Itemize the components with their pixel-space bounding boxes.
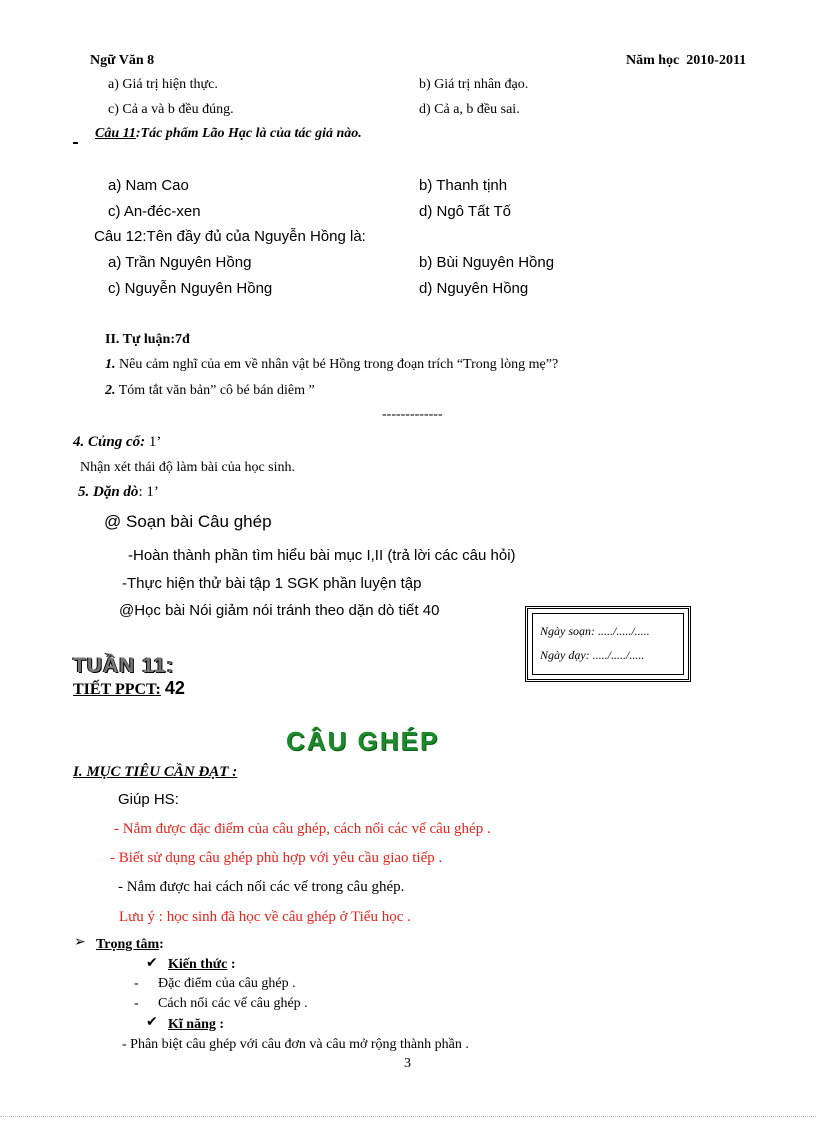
essay-question-1 bbox=[105, 357, 558, 373]
q12-option-c: c) Nguyễn Nguyên Hồng bbox=[108, 280, 273, 297]
q11-option-a: a) Nam Cao bbox=[108, 177, 189, 194]
header-year-label: Năm học bbox=[626, 53, 680, 68]
header-subject: Ngữ Văn 8 bbox=[90, 53, 155, 68]
cung-co-line bbox=[73, 434, 161, 451]
knowledge-item-2: Cách nối các vế câu ghép . bbox=[158, 996, 308, 1011]
q11-text: :Tác phẩm Lão Hạc là của tác giả nào. bbox=[135, 126, 362, 141]
essay-q1-number: 1. bbox=[105, 357, 116, 372]
focus-heading-label: Trọng tâm bbox=[96, 937, 160, 952]
dan-do-task-2: -Thực hiện thử bài tập 1 SGK phần luyện tập bbox=[122, 575, 422, 592]
dan-do-time: : 1’ bbox=[138, 484, 159, 500]
q11-option-c: c) An-đéc-xen bbox=[108, 203, 201, 220]
bullet-mark bbox=[73, 142, 78, 144]
skills-item-1: - Phân biệt câu ghép với câu đơn và câu mở rộng thành phần . bbox=[122, 1037, 469, 1052]
date-prepared: Ngày soạn: ...../...../..... bbox=[540, 624, 650, 638]
focus-heading-colon: : bbox=[159, 937, 164, 952]
page-number: 3 bbox=[404, 1056, 411, 1071]
period-number: 42 bbox=[164, 678, 185, 698]
date-box bbox=[525, 606, 691, 682]
q11-label: Câu 11 bbox=[95, 126, 136, 141]
q10-option-d: d) Cả a, b đều sai. bbox=[419, 102, 520, 117]
essay-q2-text: Tóm tắt văn bản” cô bé bán diêm ” bbox=[115, 383, 315, 398]
arrow-bullet-icon: ➢ bbox=[74, 935, 86, 950]
q11-option-b: b) Thanh tịnh bbox=[419, 177, 508, 194]
q12-option-d: d) Nguyên Hồng bbox=[419, 280, 529, 297]
q12-question: Câu 12:Tên đầy đủ của Nguyễn Hồng là: bbox=[94, 228, 366, 245]
q10-option-c: c) Cả a và b đều đúng. bbox=[108, 102, 234, 117]
cung-co-time: 1’ bbox=[145, 434, 162, 450]
checkmark-icon: ✔ bbox=[146, 955, 158, 971]
objectives-note: Lưu ý : học sinh đã học về câu ghép ở Tiểu học . bbox=[119, 909, 411, 925]
cung-co-label: 4. Củng cố: bbox=[73, 434, 146, 450]
dan-do-line bbox=[78, 484, 159, 501]
focus-heading bbox=[96, 937, 164, 953]
week-number: TUẦN 11: bbox=[73, 654, 175, 677]
q12-option-b: b) Bùi Nguyên Hồng bbox=[419, 254, 555, 271]
knowledge-dash-1: - bbox=[134, 976, 139, 991]
knowledge-item-1: Đặc điểm của câu ghép . bbox=[158, 976, 296, 991]
objective-item-2: - Biết sử dụng câu ghép phù hợp với yêu cầu giao tiếp . bbox=[110, 850, 443, 866]
period-line bbox=[73, 678, 185, 699]
objective-item-1: - Nắm được đặc điểm của câu ghép, cách nối các vế câu ghép . bbox=[114, 821, 491, 837]
skills-colon: : bbox=[215, 1017, 225, 1032]
objective-item-3: - Nắm được hai cách nối các vế trong câu ghép. bbox=[118, 879, 405, 895]
essay-question-2 bbox=[105, 383, 315, 399]
knowledge-heading bbox=[168, 957, 236, 973]
lesson-title: CÂU GHÉP bbox=[286, 726, 440, 756]
header-school-year bbox=[626, 53, 746, 69]
header-year-value: 2010-2011 bbox=[686, 53, 747, 68]
knowledge-colon: : bbox=[227, 957, 236, 972]
essay-q2-number: 2. bbox=[105, 383, 116, 398]
period-label: TIẾT PPCT: bbox=[73, 681, 161, 698]
essay-heading: II. Tự luận:7đ bbox=[105, 332, 190, 347]
q10-option-a: a) Giá trị hiện thực. bbox=[108, 77, 218, 92]
essay-q1-text: Nêu cảm nghĩ của em về nhân vật bé Hồng trong đoạn trích “Trong lòng mẹ”? bbox=[115, 357, 559, 372]
q10-option-b: b) Giá trị nhân đạo. bbox=[419, 77, 529, 92]
knowledge-label: Kiến thức bbox=[168, 957, 228, 972]
dan-do-prepare-lesson: @ Soạn bài Câu ghép bbox=[104, 512, 272, 531]
skills-label: Kĩ năng bbox=[168, 1017, 216, 1032]
dan-do-label: 5. Dặn dò bbox=[78, 484, 139, 500]
checkmark-icon: ✔ bbox=[146, 1014, 158, 1030]
dan-do-task-1: -Hoàn thành phần tìm hiểu bài mục I,II (trả lời các câu hỏi) bbox=[128, 547, 516, 564]
cung-co-text: Nhận xét thái độ làm bài của học sinh. bbox=[80, 460, 295, 475]
essay-divider: ------------- bbox=[382, 407, 443, 422]
knowledge-dash-2: - bbox=[134, 996, 139, 1011]
objectives-heading: I. MỤC TIÊU CẦN ĐẠT : bbox=[73, 764, 238, 780]
q11-option-d: d) Ngô Tất Tố bbox=[419, 203, 511, 220]
date-box-inner bbox=[532, 613, 684, 675]
q11-question bbox=[95, 126, 362, 142]
skills-heading bbox=[168, 1017, 224, 1033]
objectives-intro: Giúp HS: bbox=[118, 791, 179, 808]
dan-do-task-3: @Học bài Nói giảm nói tránh theo dặn dò tiết 40 bbox=[119, 602, 440, 619]
q12-option-a: a) Trần Nguyên Hồng bbox=[108, 254, 252, 271]
date-taught: Ngày dạy: ...../...../..... bbox=[540, 648, 645, 662]
page-divider bbox=[0, 1116, 816, 1118]
